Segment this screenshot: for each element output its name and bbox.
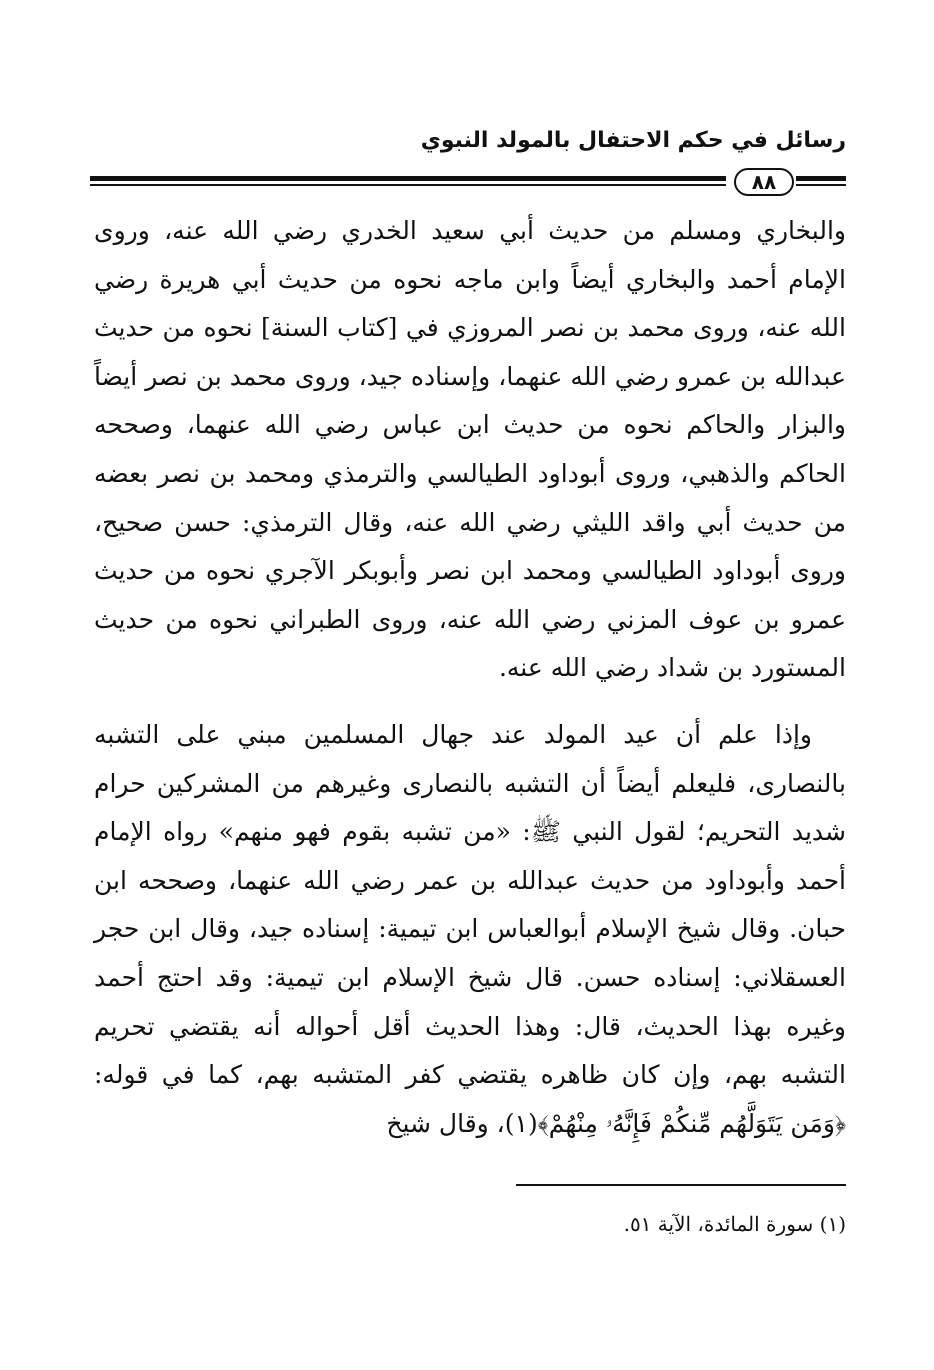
header-rule (90, 168, 846, 194)
footnote-separator (516, 1184, 846, 1186)
header-rule-right (796, 176, 846, 186)
paragraph-1: والبخاري ومسلم من حديث أبي سعيد الخدري رضي الله عنه، وروى الإمام أحمد والبخاري أيضاً وابن ماجه نحوه من حديث أبي هريرة رضي الله عنه، وروى محمد بن نصر المروزي في [كتاب السنة] نحوه من حديث عبدالله بن عمرو رضي الله عنهما، وإسناده جيد، وروى محمد بن نصر أيضاً والبزار والحاكم نحوه من حديث ابن عباس رضي الله عنهما، وصححه الحاكم والذهبي، وروى أبوداود الطيالسي والترمذي ومحمد بن نصر بعضه من حديث أبي واقد الليثي رضي الله عنه، وقال الترمذي: حسن صحيح، وروى أبوداود الطيالسي ومحمد ابن نصر وأبوبكر الآجري نحوه من حديث عمرو بن عوف المزني رضي الله عنه، وروى الطبراني نحوه من حديث المستورد بن شداد رضي الله عنه. (94, 216, 846, 683)
header-rule-left (90, 176, 726, 186)
footnote: (١) سورة المائدة، الآية ٥١. (623, 1212, 846, 1236)
main-text (94, 207, 846, 1148)
running-header-title: رسائل في حكم الاحتفال بالمولد النبوي (420, 128, 846, 153)
page-number: ٨٨ (734, 168, 794, 196)
paragraph-2: وإذا علم أن عيد المولد عند جهال المسلمين مبني على التشبه بالنصارى، فليعلم أيضاً أن التشبه بالنصارى وغيرهم من المشركين حرام شديد التحريم؛ لقول النبي ﷺ: «من تشبه بقوم فهو منهم» رواه الإمام أحمد وأبوداود من حديث عبدالله بن عمر رضي الله عنهما، وصححه ابن حبان. وقال شيخ الإسلام أبوالعباس ابن تيمية: إسناده جيد، وقال ابن حجر العسقلاني: إسناده حسن. قال شيخ الإسلام ابن تيمية: وقد احتج أحمد وغيره بهذا الحديث، قال: وهذا الحديث أقل أحواله أنه يقتضي تحريم التشبه بهم، وإن كان ظاهره يقتضي كفر المتشبه بهم، كما في قوله: ﴿وَمَن يَتَوَلَّهُم مِّنكُمْ فَإِنَّهُۥ مِنْهُمْ﴾(١)، وقال شيخ (94, 719, 846, 1138)
